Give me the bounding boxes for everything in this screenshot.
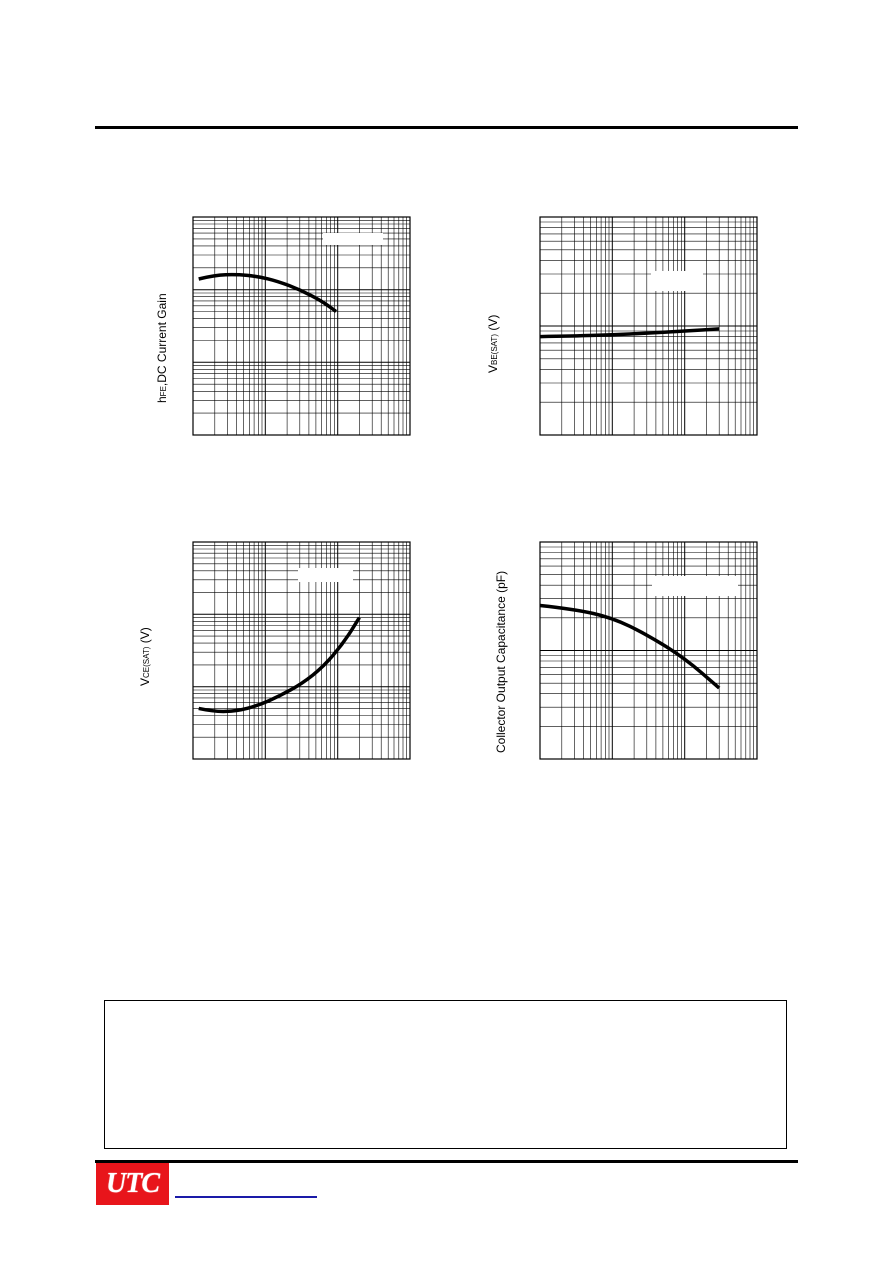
notice-box <box>104 1000 787 1149</box>
chart-3-ylabel: VCE(SAT) (V) <box>138 627 152 686</box>
chart-1-ylabel: hFE,DC Current Gain <box>155 293 169 403</box>
logo-text: UTC <box>106 1168 159 1199</box>
chart-1-frame <box>193 217 410 435</box>
chart-2-legend <box>651 271 703 291</box>
chart-3-legend <box>298 568 353 582</box>
chart-2-series-line <box>540 329 719 337</box>
chart-4-legend <box>652 576 738 596</box>
chart-4-ylabel: Collector Output Capacitance (pF) <box>494 570 508 753</box>
website-link[interactable] <box>175 1196 317 1198</box>
footer-rule <box>95 1160 798 1163</box>
chart-3-series-line <box>199 618 360 712</box>
utc-logo <box>96 1163 169 1205</box>
chart-2-ylabel: VBE(SAT) (V) <box>486 314 500 373</box>
chart-1-legend <box>323 233 383 245</box>
